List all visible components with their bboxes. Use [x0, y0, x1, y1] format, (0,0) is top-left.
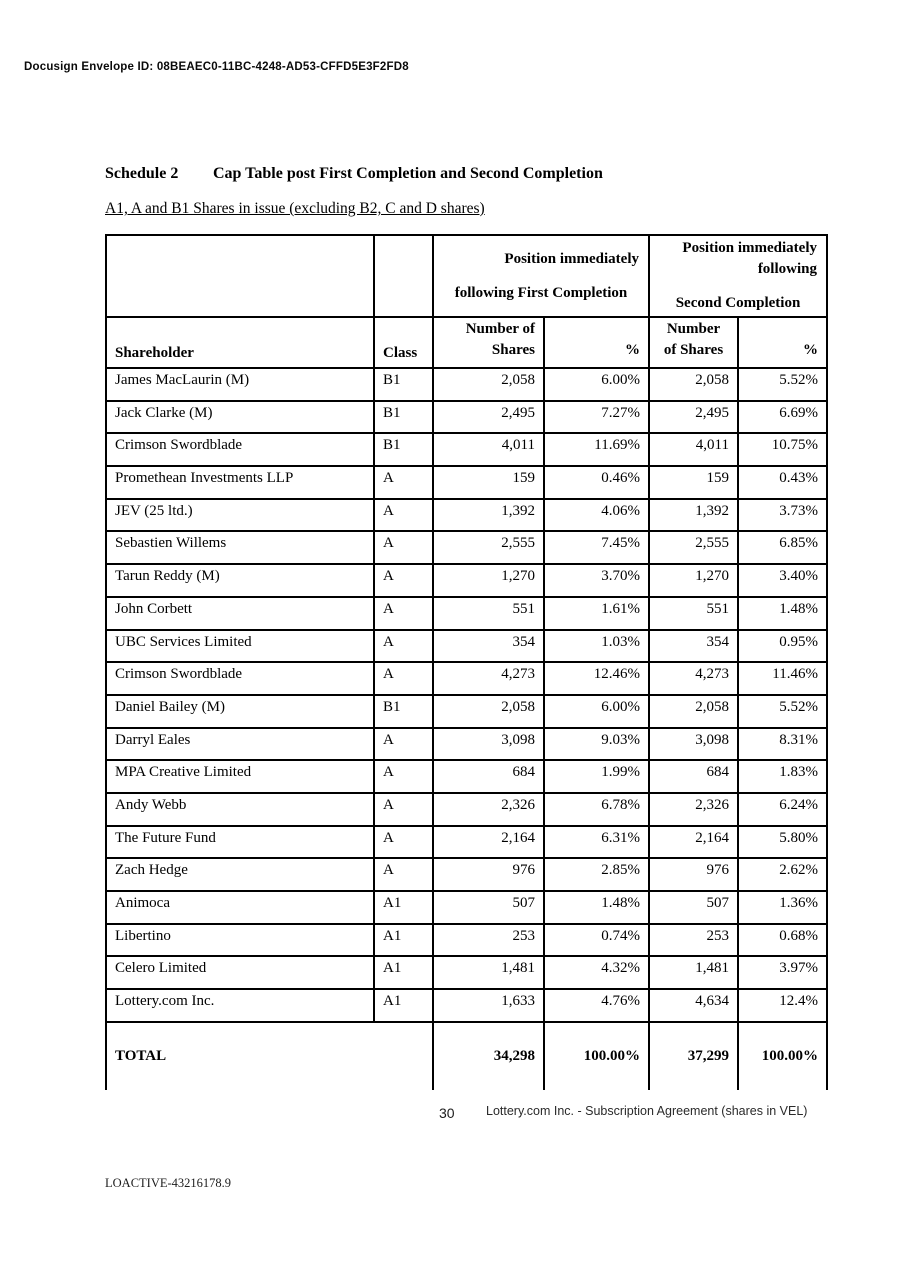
group-header-second-completion	[649, 235, 827, 317]
shares-first-completion-cell: 3,098	[433, 728, 544, 761]
class-cell: A	[374, 630, 433, 663]
percent-second-completion-cell: 6.85%	[738, 531, 827, 564]
percent-second-completion-cell: 0.68%	[738, 924, 827, 957]
class-cell: A	[374, 564, 433, 597]
shares-first-completion-cell: 2,495	[433, 401, 544, 434]
shareholder-cell: Zach Hedge	[106, 858, 374, 891]
table-row	[106, 891, 827, 924]
percent-first-completion-cell: 1.48%	[544, 891, 649, 924]
shareholder-cell: Jack Clarke (M)	[106, 401, 374, 434]
shareholder-cell: Crimson Swordblade	[106, 433, 374, 466]
schedule-label: Schedule 2	[105, 165, 179, 182]
percent-first-completion-cell: 6.78%	[544, 793, 649, 826]
class-cell: A	[374, 662, 433, 695]
percent-second-completion-cell: 5.52%	[738, 368, 827, 401]
shareholder-cell: Sebastien Willems	[106, 531, 374, 564]
percent-first-completion-cell: 4.76%	[544, 989, 649, 1022]
shareholder-cell: Andy Webb	[106, 793, 374, 826]
shares-first-completion-cell: 1,270	[433, 564, 544, 597]
document-reference-number: LOACTIVE-43216178.9	[105, 1176, 232, 1190]
cap-table	[105, 234, 828, 1090]
table-row	[106, 597, 827, 630]
percent-second-completion-cell: 3.73%	[738, 499, 827, 532]
percent-second-completion-cell: 5.80%	[738, 826, 827, 859]
shares-first-completion-cell: 1,633	[433, 989, 544, 1022]
empty-shareholder-header-cell	[106, 235, 374, 317]
group-header-line: Position immediately following	[682, 240, 817, 277]
column-header-class: Class	[374, 317, 433, 368]
percent-first-completion-cell: 11.69%	[544, 433, 649, 466]
shareholder-cell: Daniel Bailey (M)	[106, 695, 374, 728]
percent-second-completion-cell: 0.95%	[738, 630, 827, 663]
table-row	[106, 499, 827, 532]
shares-first-completion-cell: 1,481	[433, 956, 544, 989]
table-row	[106, 858, 827, 891]
shares-first-completion-cell: 2,326	[433, 793, 544, 826]
percent-second-completion-cell: 6.69%	[738, 401, 827, 434]
total-label-cell: TOTAL	[106, 1022, 433, 1090]
total-percent-second-cell: 100.00%	[738, 1022, 827, 1090]
shares-second-completion-cell: 354	[649, 630, 738, 663]
shares-second-completion-cell: 4,634	[649, 989, 738, 1022]
shares-first-completion-cell: 2,164	[433, 826, 544, 859]
table-row	[106, 531, 827, 564]
table-row	[106, 695, 827, 728]
docusign-envelope-id: Docusign Envelope ID: 08BEAEC0-11BC-4248-AD53-CFFD5E3F2FD8	[24, 61, 409, 73]
empty-class-header-cell	[374, 235, 433, 317]
shares-second-completion-cell: 1,392	[649, 499, 738, 532]
column-header-row	[106, 317, 827, 368]
shares-second-completion-cell: 1,481	[649, 956, 738, 989]
class-cell: A	[374, 499, 433, 532]
percent-second-completion-cell: 5.52%	[738, 695, 827, 728]
shareholder-cell: Tarun Reddy (M)	[106, 564, 374, 597]
shareholder-cell: Libertino	[106, 924, 374, 957]
shares-first-completion-cell: 507	[433, 891, 544, 924]
percent-second-completion-cell: 6.24%	[738, 793, 827, 826]
table-row	[106, 466, 827, 499]
shareholder-cell: Crimson Swordblade	[106, 662, 374, 695]
schedule-title-text: Cap Table post First Completion and Second Completion	[213, 165, 603, 182]
class-cell: A	[374, 728, 433, 761]
shares-first-completion-cell: 1,392	[433, 499, 544, 532]
shareholder-cell: Celero Limited	[106, 956, 374, 989]
column-header-number-of-shares-1	[433, 317, 544, 368]
column-header-number-of-shares-2	[649, 317, 738, 368]
class-cell: B1	[374, 433, 433, 466]
table-row	[106, 924, 827, 957]
table-row	[106, 826, 827, 859]
percent-second-completion-cell: 8.31%	[738, 728, 827, 761]
class-cell: A	[374, 531, 433, 564]
shares-second-completion-cell: 2,058	[649, 695, 738, 728]
shares-first-completion-cell: 551	[433, 597, 544, 630]
shares-second-completion-cell: 4,273	[649, 662, 738, 695]
table-row	[106, 793, 827, 826]
percent-first-completion-cell: 6.00%	[544, 368, 649, 401]
shares-second-completion-cell: 159	[649, 466, 738, 499]
class-cell: A	[374, 858, 433, 891]
class-cell: A	[374, 597, 433, 630]
total-shares-second-cell: 37,299	[649, 1022, 738, 1090]
percent-second-completion-cell: 1.83%	[738, 760, 827, 793]
shares-second-completion-cell: 2,555	[649, 531, 738, 564]
percent-first-completion-cell: 3.70%	[544, 564, 649, 597]
shareholder-cell: Animoca	[106, 891, 374, 924]
percent-second-completion-cell: 11.46%	[738, 662, 827, 695]
table-row	[106, 630, 827, 663]
percent-first-completion-cell: 4.32%	[544, 956, 649, 989]
group-header-line: Position immediately	[504, 250, 639, 267]
table-row	[106, 662, 827, 695]
table-subtitle: A1, A and B1 Shares in issue (excluding B2, C and D shares)	[105, 200, 485, 217]
total-row	[106, 1022, 827, 1090]
percent-second-completion-cell: 1.36%	[738, 891, 827, 924]
shareholder-cell: John Corbett	[106, 597, 374, 630]
class-cell: A1	[374, 989, 433, 1022]
percent-first-completion-cell: 0.46%	[544, 466, 649, 499]
table-row	[106, 760, 827, 793]
shares-second-completion-cell: 551	[649, 597, 738, 630]
table-row	[106, 956, 827, 989]
shares-first-completion-cell: 159	[433, 466, 544, 499]
group-header-line: Second Completion	[675, 295, 801, 311]
column-header-line: Number of	[465, 320, 535, 337]
class-cell: A	[374, 466, 433, 499]
page-number: 30	[439, 1105, 455, 1121]
percent-first-completion-cell: 1.61%	[544, 597, 649, 630]
shares-second-completion-cell: 2,326	[649, 793, 738, 826]
shareholder-cell: JEV (25 ltd.)	[106, 499, 374, 532]
class-cell: B1	[374, 401, 433, 434]
shares-second-completion-cell: 253	[649, 924, 738, 957]
shares-second-completion-cell: 2,164	[649, 826, 738, 859]
column-header-percent-2: %	[738, 317, 827, 368]
percent-first-completion-cell: 9.03%	[544, 728, 649, 761]
shares-first-completion-cell: 2,058	[433, 368, 544, 401]
percent-first-completion-cell: 12.46%	[544, 662, 649, 695]
percent-first-completion-cell: 6.00%	[544, 695, 649, 728]
shares-first-completion-cell: 2,058	[433, 695, 544, 728]
percent-first-completion-cell: 4.06%	[544, 499, 649, 532]
page-title	[105, 165, 603, 183]
shares-second-completion-cell: 2,495	[649, 401, 738, 434]
shares-second-completion-cell: 507	[649, 891, 738, 924]
shares-first-completion-cell: 2,555	[433, 531, 544, 564]
table-row	[106, 728, 827, 761]
percent-second-completion-cell: 3.97%	[738, 956, 827, 989]
percent-first-completion-cell: 1.99%	[544, 760, 649, 793]
shares-second-completion-cell: 3,098	[649, 728, 738, 761]
total-percent-first-cell: 100.00%	[544, 1022, 649, 1090]
footer-document-title: Lottery.com Inc. - Subscription Agreement (shares in VEL)	[486, 1104, 808, 1118]
shareholder-cell: Darryl Eales	[106, 728, 374, 761]
shares-first-completion-cell: 976	[433, 858, 544, 891]
shares-first-completion-cell: 253	[433, 924, 544, 957]
percent-first-completion-cell: 0.74%	[544, 924, 649, 957]
class-cell: B1	[374, 368, 433, 401]
percent-first-completion-cell: 6.31%	[544, 826, 649, 859]
shareholder-cell: Promethean Investments LLP	[106, 466, 374, 499]
column-header-shareholder: Shareholder	[106, 317, 374, 368]
column-header-percent-1: %	[544, 317, 649, 368]
percent-first-completion-cell: 7.27%	[544, 401, 649, 434]
class-cell: A1	[374, 891, 433, 924]
percent-second-completion-cell: 0.43%	[738, 466, 827, 499]
table-row	[106, 989, 827, 1022]
table-row	[106, 368, 827, 401]
class-cell: A1	[374, 924, 433, 957]
percent-first-completion-cell: 2.85%	[544, 858, 649, 891]
column-header-line: Shares	[491, 342, 535, 359]
cap-table-container	[105, 234, 828, 1090]
percent-second-completion-cell: 2.62%	[738, 858, 827, 891]
column-header-line: Number	[666, 320, 721, 337]
percent-second-completion-cell: 12.4%	[738, 989, 827, 1022]
table-row	[106, 433, 827, 466]
shareholder-cell: The Future Fund	[106, 826, 374, 859]
column-header-line: of Shares	[663, 342, 724, 359]
shares-second-completion-cell: 1,270	[649, 564, 738, 597]
shares-second-completion-cell: 976	[649, 858, 738, 891]
group-header-line: following First Completion	[454, 284, 628, 301]
shares-second-completion-cell: 684	[649, 760, 738, 793]
shares-first-completion-cell: 354	[433, 630, 544, 663]
table-row	[106, 564, 827, 597]
shares-first-completion-cell: 4,011	[433, 433, 544, 466]
class-cell: A	[374, 760, 433, 793]
shareholder-cell: MPA Creative Limited	[106, 760, 374, 793]
shareholder-cell: UBC Services Limited	[106, 630, 374, 663]
group-header-first-completion	[433, 235, 649, 317]
percent-second-completion-cell: 1.48%	[738, 597, 827, 630]
total-shares-first-cell: 34,298	[433, 1022, 544, 1090]
shares-first-completion-cell: 4,273	[433, 662, 544, 695]
shareholder-cell: Lottery.com Inc.	[106, 989, 374, 1022]
class-cell: B1	[374, 695, 433, 728]
shares-second-completion-cell: 2,058	[649, 368, 738, 401]
percent-first-completion-cell: 1.03%	[544, 630, 649, 663]
class-cell: A	[374, 826, 433, 859]
shareholder-cell: James MacLaurin (M)	[106, 368, 374, 401]
group-header-row	[106, 235, 827, 317]
table-row	[106, 401, 827, 434]
class-cell: A	[374, 793, 433, 826]
shares-second-completion-cell: 4,011	[649, 433, 738, 466]
percent-second-completion-cell: 10.75%	[738, 433, 827, 466]
percent-first-completion-cell: 7.45%	[544, 531, 649, 564]
percent-second-completion-cell: 3.40%	[738, 564, 827, 597]
shares-first-completion-cell: 684	[433, 760, 544, 793]
class-cell: A1	[374, 956, 433, 989]
